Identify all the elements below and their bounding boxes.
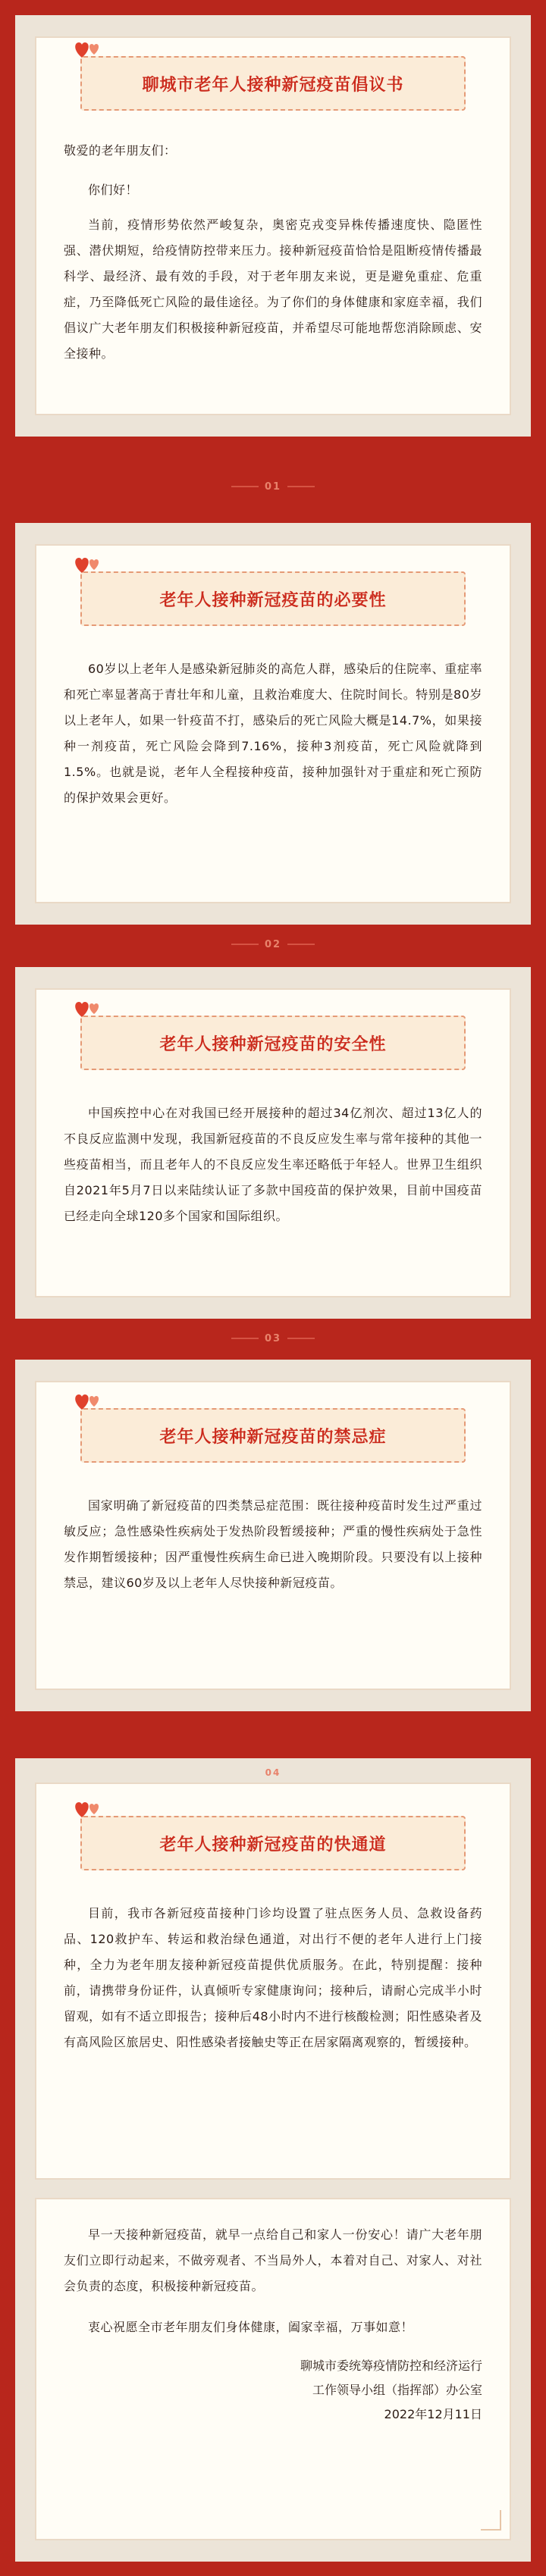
contra-title-box — [80, 1408, 466, 1463]
fast-title: 老年人接种新冠疫苗的快通道 — [159, 1835, 387, 1855]
proposal-title: 聊城市老年人接种新冠疫苗倡议书 — [142, 75, 404, 95]
contra-title: 老年人接种新冠疫苗的禁忌症 — [159, 1427, 387, 1447]
divider-mark: 02 — [264, 938, 282, 950]
closing-wishes: 衷心祝愿全市老年朋友们身体健康，阖家幸福，万事如意！ — [88, 2320, 414, 2334]
safety-card — [35, 988, 511, 1297]
section-divider — [0, 929, 546, 959]
hearts-icon — [71, 553, 106, 576]
hearts-icon — [71, 38, 106, 61]
hearts-icon — [71, 1390, 106, 1413]
divider-mark: 03 — [264, 1332, 282, 1344]
necessity-panel — [15, 523, 531, 925]
section-divider — [0, 1323, 546, 1354]
safety-panel — [15, 967, 531, 1319]
section-divider — [0, 471, 546, 502]
signature — [64, 2354, 482, 2427]
necessity-title: 老年人接种新冠疫苗的必要性 — [159, 590, 387, 610]
safety-body: 中国疾控中心在对我国已经开展接种的超过34亿剂次、超过13亿人的不良反应监测中发现，我国新冠疫苗的不良反应发生率与常年接种的其他一些疫苗相当，而且老年人的不良反应发生率还略低于年轻人。世界卫生组织自2021年5月7日以来陆续认证了多款中国疫苗的保护效果，目前中国疫苗已经走向全球120多个国家和国际组织。 — [64, 1106, 482, 1223]
hello: 你们好！ — [88, 183, 139, 197]
proposal-panel — [15, 15, 531, 437]
fast-card — [35, 1783, 511, 2180]
proposal-title-box — [80, 56, 466, 111]
signature-line-1: 聊城市委统筹疫情防控和经济运行 — [300, 2358, 482, 2373]
proposal-card — [35, 36, 511, 415]
contra-panel — [15, 1360, 531, 1711]
necessity-title-box — [80, 571, 466, 626]
closing-card — [35, 2198, 511, 2540]
safety-title: 老年人接种新冠疫苗的安全性 — [159, 1034, 387, 1054]
closing-paragraph: 早一天接种新冠疫苗，就早一点给自己和家人一份安心！请广大老年朋友们立即行动起来，不做旁观者、不当局外人，本着对自己、对家人、对社会负责的态度，积极接种新冠疫苗。 — [64, 2227, 482, 2293]
divider-mark: 04 — [265, 1767, 281, 1778]
hearts-icon — [71, 1798, 106, 1820]
contra-card — [35, 1381, 511, 1690]
necessity-card — [35, 544, 511, 903]
signature-line-2: 工作领导小组（指挥部）办公室 — [312, 2383, 482, 2397]
greeting: 敬爱的老年朋友们： — [64, 143, 177, 158]
safety-title-box — [80, 1016, 466, 1070]
necessity-body: 60岁以上老年人是感染新冠肺炎的高危人群，感染后的住院率、重症率和死亡率显著高于青壮年和儿童，且救治难度大、住院时间长。特别是80岁以上老年人，如果一针疫苗不打，感染后的死亡风险大概是14.7%，如果接种一剂疫苗，死亡风险会降到7.16%，接种3剂疫苗，死亡风险就降到1.5%。也就是说，老年人全程接种疫苗，接种加强针对于重症和死亡预防的保护效果会更好。 — [64, 662, 482, 805]
corner-ornament-icon — [479, 2509, 502, 2531]
proposal-body: 当前，疫情形势依然严峻复杂，奥密克戎变异株传播速度快、隐匿性强、潜伏期短，给疫情防控带来压力。接种新冠疫苗恰恰是阻断疫情传播最科学、最经济、最有效的手段，对于老年朋友来说，更是避免重症、危重症，乃至降低死亡风险的最佳途径。为了你们的身体健康和家庭幸福，我们倡议广大老年朋友们积极接种新冠疫苗，并希望尽可能地帮您消除顾虑、安全接种。 — [64, 218, 482, 361]
fast-title-box — [80, 1816, 466, 1870]
signature-date: 2022年12月11日 — [384, 2407, 482, 2421]
contra-body: 国家明确了新冠疫苗的四类禁忌症范围：既往接种疫苗时发生过严重过敏反应；急性感染性疾病处于发热阶段暂缓接种；严重的慢性疾病处于急性发作期暂缓接种；因严重慢性疾病生命已进入晚期阶段。只要没有以上接种禁忌，建议60岁及以上老年人尽快接种新冠疫苗。 — [64, 1498, 482, 1590]
divider-mark: 01 — [264, 480, 282, 493]
fast-body: 目前，我市各新冠疫苗接种门诊均设置了驻点医务人员、急救设备药品、120救护车、转运和救治绿色通道，对出行不便的老年人进行上门接种，全力为老年朋友接种新冠疫苗提供优质服务。在此，特别提醒：接种前，请携带身份证件，认真倾听专家健康询问；接种后，请耐心完成半小时留观，如有不适立即报告；接种后48小时内不进行核酸检测；阳性感染者及有高风险区旅居史、阳性感染者接触史等正在居家隔离观察的，暂缓接种。 — [64, 1906, 482, 2049]
fast-panel — [15, 1758, 531, 2562]
hearts-icon — [71, 997, 106, 1020]
